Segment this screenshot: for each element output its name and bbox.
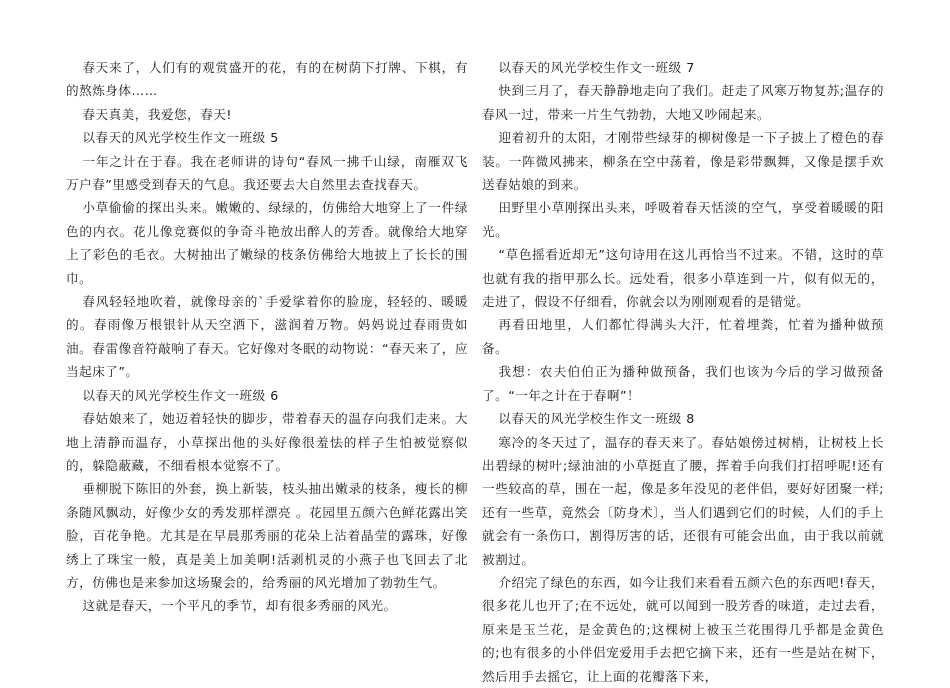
paragraph: 介绍完了绿色的东西，如今让我们来看看五颜六色的东西吧!春天，很多花儿也开了;在不远处，就可以闻到一股芳香的味道，走过去看，原来是玉兰花，是金黄色的;这棵树上被玉兰花围得几乎都是金黄色的;也有很多的小伴侣宠爱用手去把它摘下来，还有一些是站在树下，然后用手去摇它，让上面的花瓣落下来，: [482, 574, 884, 684]
paragraph: 寒冷的冬天过了，温存的春天来了。春姑娘傍过树梢，让树枝上长出碧绿的树叶;绿油油的小草挺直了腰，挥着手向我们打招呼呢!还有一些较高的草，围在一起，像是多年没见的老伴侣，要好好团聚一样;还有一些草，竟然会〔防身术〕，当人们遇到它们的时候，人们的手上就会有一条伤口，割得厉害的话，还很有可能会出血，由于我以前就被割过。: [482, 434, 884, 567]
paragraph: 一年之计在于春。我在老师讲的诗句“春风一拂千山绿，南雁双飞万户春”里感受到春天的气息。我还要去大自然里去查找春天。: [66, 153, 468, 193]
paragraph: 我想：农夫伯伯正为播种做预备，我们也该为今后的学习做预备了。“一年之计在于春啊”！: [482, 364, 884, 403]
paragraph: 春风轻轻地吹着，就像母亲的`手爱挲着你的脸庞，轻轻的、暖暖的。春雨像万根银针从天空洒下，滋润着万物。妈妈说过春雨贵如油。春雷像音符敲响了春天。它好像对冬眠的动物说：“春天来了，应当起床了”。: [66, 294, 468, 380]
left-column: [66, 56, 468, 618]
paragraph: 小草偷偷的探出头来。嫩嫩的、绿绿的，仿佛给大地穿上了一件绿色的内衣。花儿像竞赛似的争奇斗艳放出醉人的芳香。就像给大地穿上了彩色的毛衣。大树抽出了嫩绿的枝条仿佛给大地披上了长长的围巾。: [66, 200, 468, 286]
paragraph: “草色摇看近却无”这句诗用在这儿再恰当不过来。不错，这时的草也就有我的指甲那么长。远处看，很多小草连到一片，似有似无的，走进了，假设不仔细看，你就会以为刚刚观看的是错觉。: [482, 247, 884, 310]
paragraph: 春天来了，人们有的观赏盛开的花，有的在树荫下打牌、下棋，有的熬炼身体……: [66, 60, 468, 99]
essay-heading: 以春天的风光学校生作文一班级 5: [82, 130, 279, 146]
essay-heading: 以春天的风光学校生作文一班级 8: [498, 411, 695, 427]
paragraph: 垂柳脱下陈旧的外套，换上新装，枝头抽出嫩录的枝条，瘦长的柳条随风飘动，好像少女的秀发那样漂亮 。花园里五颜六色鲜花露出笑脸，百花争艳。尤其是在早晨那秀丽的花朵上沾着晶莹的露珠，好像绣上了珠宝一般，真是美上加美啊!活剥机灵的小燕子也飞回去了北方，仿佛也是来参加这场聚会的，给秀丽的风光增加了勃勃生气。: [66, 481, 468, 590]
paragraph: 这就是春天，一个平凡的季节，却有很多秀丽的风光。: [82, 598, 397, 614]
paragraph: 迎着初升的太阳，才刚带些绿芽的柳树像是一下子披上了橙色的春装。一阵微风拂来，柳条在空中荡着，像是彩带飘舞，又像是摆手欢送春姑娘的到来。: [482, 130, 884, 193]
paragraph: 春天真美，我爱您，春天!: [82, 106, 232, 122]
paragraph: 春姑娘来了，她迈着轻快的脚步，带着春天的温存向我们走来。大地上清静而温存，小草探出他的头好像很羞怯的样子生怕被觉察似的，躲隐蔽藏，不细看根本觉察不了。: [66, 411, 468, 473]
paragraph: 再看田地里，人们都忙得满头大汗，忙着埋粪，忙着为播种做预备。: [482, 317, 884, 356]
paragraph: 田野里小草刚探出头来，呼吸着春天恬淡的空气，享受着暖暖的阳光。: [482, 200, 884, 239]
paragraph: 快到三月了，春天静静地走向了我们。赶走了风寒万物复苏;温存的春风一过，带来一片生气勃勃，大地又吵闹起来。: [482, 83, 884, 122]
essay-heading: 以春天的风光学校生作文一班级 7: [498, 60, 695, 75]
essay-heading: 以春天的风光学校生作文一班级 6: [82, 387, 279, 403]
right-column: [482, 56, 884, 688]
